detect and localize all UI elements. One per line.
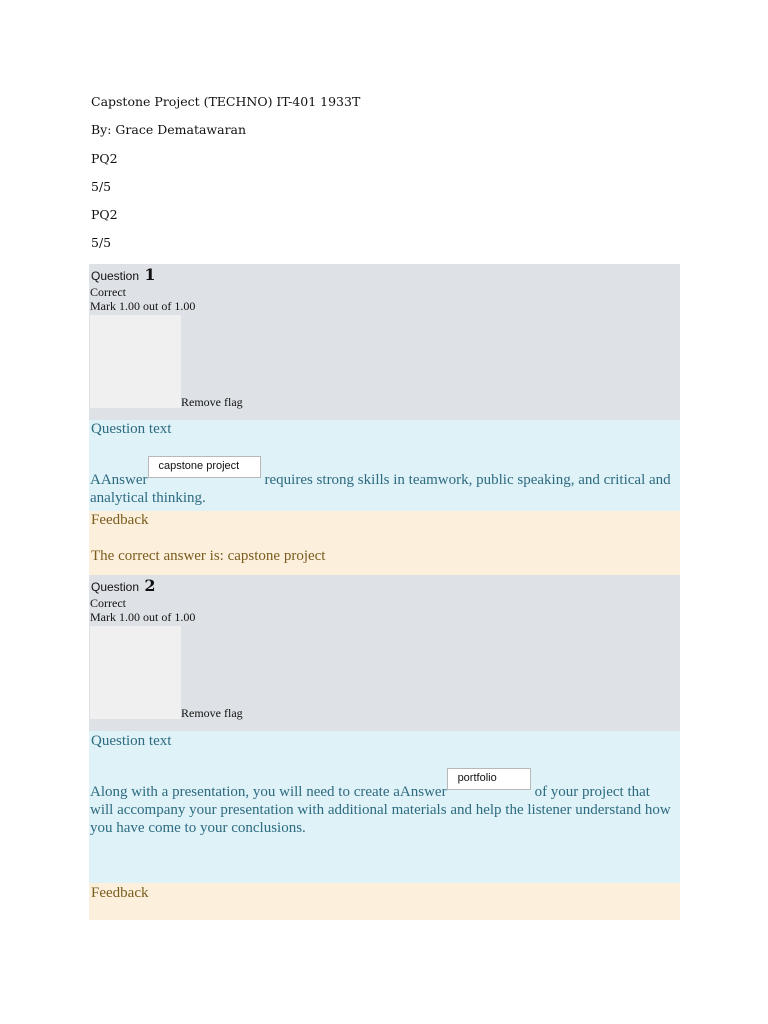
question-text-heading: Question text — [91, 733, 172, 749]
question-2-info — [89, 575, 680, 731]
question-text-before: Along with a presentation, you will need to create aAnswer — [90, 784, 447, 800]
answer-input[interactable]: portfolio — [447, 768, 531, 790]
question-1-body — [90, 456, 676, 507]
question-2-number — [91, 577, 156, 596]
remove-flag-link[interactable]: Remove flag — [181, 395, 243, 409]
question-1-state: Correct — [90, 285, 126, 299]
answer-input[interactable]: capstone project — [148, 456, 261, 478]
flag-icon[interactable] — [90, 315, 181, 408]
question-2-body — [90, 768, 676, 837]
course-title: Capstone Project (TECHNO) IT-401 1933T — [91, 94, 361, 109]
quiz-name: PQ2 — [91, 151, 118, 166]
question-1-grade: Mark 1.00 out of 1.00 — [90, 299, 196, 313]
question-2-text-section — [89, 731, 680, 883]
feedback-text: The correct answer is: capstone project — [91, 548, 326, 564]
question-text-heading: Question text — [91, 421, 172, 437]
author-line: By: Grace Dematawaran — [91, 122, 247, 137]
feedback-heading: Feedback — [91, 885, 149, 901]
question-number: 2 — [144, 576, 156, 595]
quiz-name-repeat: PQ2 — [91, 207, 118, 222]
remove-flag-link[interactable]: Remove flag — [181, 706, 243, 720]
question-1-feedback — [89, 511, 680, 575]
question-number: 1 — [144, 265, 156, 284]
question-2-feedback — [89, 883, 680, 920]
question-1-info — [89, 264, 680, 420]
question-1-number — [91, 266, 156, 285]
question-label: Question — [91, 269, 140, 283]
question-text-after: of your project that will accompany your presentation with additional materials and help the listener understand how you have come to your conclusions. — [90, 784, 671, 836]
quiz-score: 5/5 — [91, 179, 112, 194]
question-1-text-section — [89, 420, 680, 511]
question-2-grade: Mark 1.00 out of 1.00 — [90, 610, 196, 624]
question-text-before: AAnswer — [90, 472, 148, 488]
flag-icon[interactable] — [90, 626, 181, 719]
question-2-state: Correct — [90, 596, 126, 610]
question-label: Question — [91, 580, 140, 594]
question-text-after: requires strong skills in teamwork, public speaking, and critical and analytical thinking. — [90, 472, 671, 506]
quiz-score-repeat: 5/5 — [91, 235, 112, 250]
feedback-heading: Feedback — [91, 512, 149, 528]
